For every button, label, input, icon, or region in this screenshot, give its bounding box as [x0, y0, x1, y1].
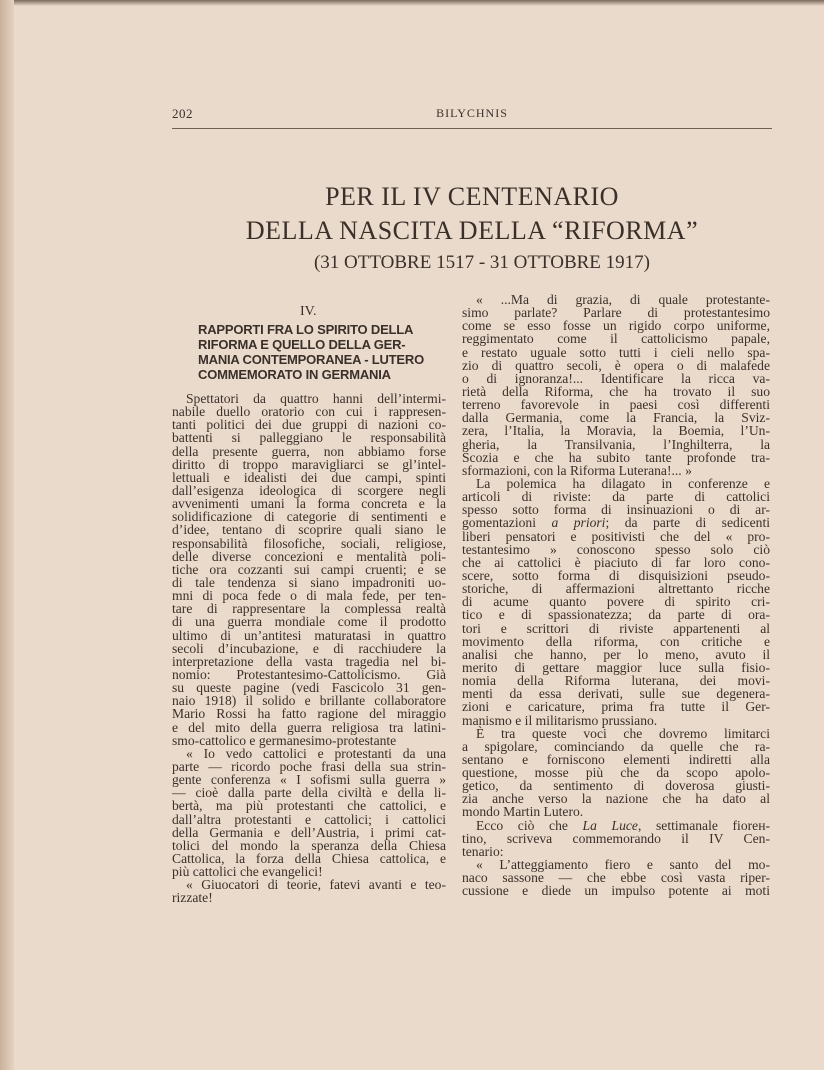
text-line: La polemica ha dilagato in conferenze e — [476, 475, 770, 491]
text-line: sentano e forniscono elementi indiretti alla — [462, 751, 770, 767]
text-line: rietà della Riforma, che ha trovato il suo — [462, 383, 770, 399]
text-line: tare di rappresentare la complessa realtà — [172, 601, 446, 617]
text-segment: Ecco ciò che — [476, 817, 583, 833]
paragraph — [462, 858, 770, 897]
paragraph — [462, 727, 770, 819]
text-line: di tale tendenza si siano impadroniti uo- — [172, 574, 446, 590]
text-line: Spettatori da quattro hanni dell’intermi- — [186, 391, 446, 406]
text-line: gente conferenza « I sofismi sulla guerra » — [172, 772, 446, 788]
section-number: IV. — [300, 304, 317, 319]
text-line: avvenimenti umani la forma concreta e la — [172, 496, 446, 512]
text-line: sformazioni, con la Riforma Luterana!... » — [462, 462, 692, 478]
text-line: zera, l’Italia, la Moravia, la Boemia, l’Un- — [462, 423, 770, 439]
paragraph — [172, 747, 446, 878]
page-top-edge — [0, 0, 824, 6]
text-line: tanti politici dei due gruppi di nazioni co- — [172, 417, 446, 433]
text-line: manismo e il militarismo prussiano. — [462, 712, 658, 728]
text-line: reggimentato come il cattolicismo papale, — [462, 331, 770, 347]
text-line: su queste pagine (vedi Fascicolo 31 gen- — [172, 680, 446, 696]
text-line: secoli d’incubazione, e di racchiudere la — [172, 640, 446, 656]
text-line: zioni e caricature, prima fra tutte il Ger- — [462, 699, 770, 715]
text-line: « Io vedo cattolici e protestanti da una — [186, 745, 446, 761]
text-line: articoli di riviste: da parte di cattolici — [462, 489, 770, 505]
text-line: menti da essa derivati, sulle sue degenera- — [462, 686, 770, 702]
text-line: Mario Rossi ha fatto ragione del miraggio — [172, 706, 446, 722]
text-line: spesso sotto forma di insinuazioni o di ar- — [462, 502, 770, 518]
text-line: più cattolici che evangelici! — [172, 864, 323, 880]
heading-line: COMMEMORATO IN GERMANIA — [198, 367, 391, 382]
text-line: Cattolica, la forza della Chiesa cattolica, e — [172, 850, 446, 866]
text-line: scere, sotto forma di disquisizioni pseudo- — [462, 567, 770, 583]
text-line: « ...Ma di grazia, di quale protestante- — [476, 292, 770, 307]
text-line: testantesimo » conoscono spesso solo ciò — [462, 541, 770, 557]
paragraph — [172, 878, 446, 904]
text-line: tolici del mondo la speranza della Chiesa — [172, 837, 446, 853]
header-rule — [172, 128, 772, 129]
section-heading — [198, 322, 426, 382]
text-line: nabile duello oratorio con cui i rappresen- — [172, 404, 446, 420]
running-title: BILYCHNIS — [436, 106, 508, 120]
text-line: o di ignoranza!... Identificare la ricca va- — [462, 370, 770, 386]
text-line: solidificazione di categorie di sentimenti e — [172, 509, 446, 525]
text-line: nomio: Protestantesimo-Cattolicismo. Già — [172, 666, 446, 682]
text-line: e restato uguale sotto tutti i cieli nello spa- — [462, 344, 770, 360]
text-line: nomia della Riforma luterana, dei movi- — [462, 673, 770, 689]
paragraph — [462, 293, 770, 477]
paragraph — [172, 392, 446, 747]
text-line: parte — ricordo poche frasi della sua strin- — [172, 758, 446, 774]
text-line: Scozia e che ha subito tante profonde tra- — [462, 449, 770, 465]
page-number: 202 — [172, 106, 193, 121]
text-line: liberi pensatori e positivisti che del « pro- — [462, 528, 770, 544]
text-line: analisi che hanno, per lo meno, avuto il — [462, 646, 770, 662]
text-line: della presente guerra, non abbiamo forse — [172, 443, 446, 459]
text-line: della Germania e dell’Austria, i primi cat- — [172, 824, 446, 840]
text-line: interpretazione della vasta tragedia nel bi- — [172, 653, 446, 669]
text-line: ultimo di un’antitesi maturatasi in quattro — [172, 627, 446, 643]
text-line: cussione e diede un impulso potente ai moti — [462, 883, 770, 899]
text-line — [462, 516, 770, 529]
paragraph — [462, 477, 770, 727]
text-line: smo-cattolico e germanesimo-protestante — [172, 732, 397, 748]
text-line: tino, scriveva commemorando il IV Cen- — [462, 830, 770, 846]
text-line: getico, da sentimento di doverosa giusti- — [462, 778, 770, 794]
right-column — [462, 293, 770, 897]
text-line: di una guerra mondiale come il prodotto — [172, 614, 446, 630]
text-line: gheria, la Transilvania, l’Inghilterra, la — [462, 436, 770, 452]
text-line: bertà, ma più protestanti che cattolici, e — [172, 798, 446, 814]
text-line: lettuali e idealisti dei due campi, spinti — [172, 469, 446, 485]
running-header — [172, 106, 772, 124]
text-line: tori e scrittori di riviste appartenenti al — [462, 620, 770, 636]
text-line: che ai cattolici è piaciuto di far loro cono- — [462, 554, 770, 570]
text-line: rizzate! — [172, 890, 213, 906]
text-line: naco sassone — che ebbe così vasta riper- — [462, 870, 770, 886]
text-line: di acume quanto povere di spirito cri- — [462, 594, 770, 610]
text-line: e del mito della guerra religiosa tra latini- — [172, 719, 446, 735]
text-line: « L’atteggiamento fiero e santo del mo- — [476, 857, 770, 873]
text-line: d’idee, tentano di scoprire quali siano le — [172, 522, 446, 538]
page-binding-edge — [0, 0, 14, 1070]
text-segment: , settimanale fiorен- — [637, 817, 770, 833]
text-line: movimento della riforma, con critiche e — [462, 633, 770, 649]
text-segment: ; da parte di sedicenti — [605, 515, 770, 531]
article-title-line-1: PER IL IV CENTENARIO — [325, 182, 619, 211]
paragraph — [462, 819, 770, 858]
text-line: « Giuocatori di teorie, fatevi avanti e teo- — [186, 877, 446, 893]
text-line: mondo Martin Lutero. — [462, 804, 584, 820]
left-column — [172, 392, 446, 904]
heading-line: RIFORMA E QUELLO DELLA GER- — [198, 337, 406, 352]
heading-line: RAPPORTI FRA LO SPIRITO DELLA — [198, 322, 414, 337]
article-dates: (31 OTTOBRE 1517 - 31 OTTOBRE 1917) — [313, 252, 650, 273]
text-line: È tra queste voci che dovremo limitarci — [476, 725, 770, 741]
text-line: zio di quattro secoli, è opera o di malafede — [462, 357, 770, 373]
text-line: diritto di troppo maravigliarci se gl’intel- — [172, 456, 446, 472]
text-line: a spigolare, cominciando da quelle che ra- — [462, 738, 770, 754]
article-title-line-2: DELLA NASCITA DELLA “RIFORMA” — [245, 216, 699, 245]
text-line: delle diverse concezioni e mentalità poli- — [172, 548, 446, 564]
text-line: naio 1918) il solido e brillante collaboratore — [172, 693, 446, 709]
text-line: questione, mosse più che da scopo apolo- — [462, 765, 770, 781]
text-line: merito di gettare maggior luce sulla fisio- — [462, 659, 770, 675]
text-line: dall’esigenza ideologica di scorgere negli — [172, 482, 446, 498]
text-line: responsabilità filosofiche, sociali, religiose, — [172, 535, 446, 551]
heading-line: MANIA CONTEMPORANEA - LUTERO — [198, 352, 424, 367]
text-line: dall’altra protestanti e cattolici; i cattolici — [172, 811, 446, 827]
text-line: terreno favorevole in paesi così differenti — [462, 397, 770, 413]
text-line — [462, 819, 770, 832]
text-line: simo parlate? Parlare di protestantesimo — [462, 305, 770, 321]
text-segment: gomentazioni — [462, 515, 552, 531]
text-line: zia anche verso la nazione che ha dato al — [462, 791, 770, 807]
text-line: tiche ora cozzanti sui campi cruenti; e se — [172, 561, 446, 577]
italic-segment: a priori — [551, 515, 606, 531]
italic-segment: La Luce — [582, 817, 638, 833]
text-line: mni di poca fede o di mala fede, per ten- — [172, 588, 446, 604]
text-line: tenario: — [462, 843, 504, 859]
text-line: storiche, di affermazioni altrettanto ricche — [462, 581, 770, 597]
text-line: battenti si palleggiano le responsabilità — [172, 430, 446, 446]
text-line: come se esso fosse un rigido corpo uniforme, — [462, 318, 770, 334]
text-line: dalla Germania, come la Francia, la Sviz- — [462, 410, 770, 426]
text-line: — cioè dalla parte della civiltà e della li- — [172, 785, 446, 801]
text-line: tico e di spassionatezza; da parte di ora- — [462, 607, 770, 623]
